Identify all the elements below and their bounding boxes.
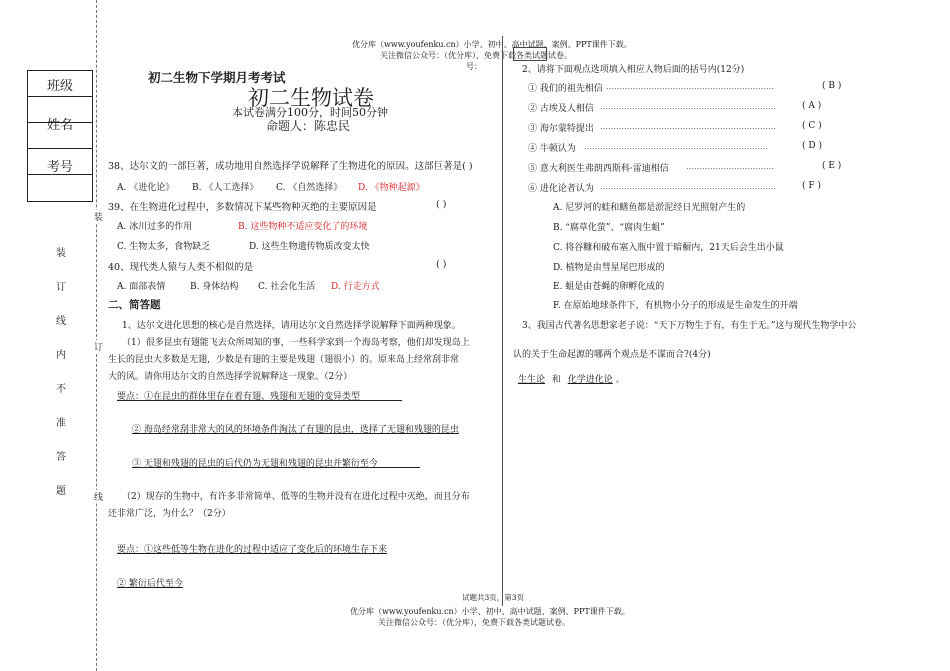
sq1-p1-line: 大的风。请你用达尔文的自然选择学说解释这一现象。（2分） <box>108 372 353 382</box>
header-hao: 号： <box>466 62 482 71</box>
q3-line-1: 3、我国古代著名思想家老子说：“天下万物生于有，有生于无。”这与现代生物学中公 <box>522 321 857 331</box>
side-char: 答 <box>56 452 66 463</box>
side-char: 内 <box>56 350 66 361</box>
match-dots: ……………………………………………………… <box>606 82 774 91</box>
exam-title: 初二生物试卷 <box>248 86 374 110</box>
match-answer[interactable]: ( E ) <box>822 161 842 171</box>
answer-underline <box>117 400 402 401</box>
number-box <box>513 47 547 61</box>
q38-option-d[interactable]: D. 《物种起源》 <box>358 183 425 193</box>
q38-option-c[interactable]: C. 《自然选择》 <box>276 183 343 193</box>
page-number: 试题共3页，第3页 <box>462 593 525 602</box>
sq1-p2-line: 还非常广泛，为什么？（2分） <box>108 509 231 519</box>
side-char: 题 <box>56 486 66 497</box>
q3-and: 和 <box>551 375 561 385</box>
match-answer[interactable]: ( C ) <box>802 121 822 131</box>
q40-option-d[interactable]: D. 行走方式 <box>331 282 380 292</box>
q3-end: 。 <box>615 375 625 385</box>
label-name: 姓名 <box>46 118 73 133</box>
q3-answer-2[interactable]: 化学进化论 <box>567 375 613 385</box>
answer-1-line: 要点：①在昆虫的群体里存在着有翅、残翅和无翅的变异类型 <box>117 392 361 402</box>
answer-1-line: ③ 无翅和残翅的昆虫的后代仍为无翅和残翅的昆虫并繁衍至今 <box>132 459 378 469</box>
sq1-p1-line: （1）很多昆虫有翅能飞去众所周知的事，一些科学家到一个海岛考察，他们却发现岛上 <box>122 338 470 348</box>
q38-option-b[interactable]: B. 《人工选择》 <box>192 183 259 193</box>
q38-option-a[interactable]: A. 《进化论》 <box>117 183 175 193</box>
answer-underline <box>132 467 420 468</box>
match-answer[interactable]: ( F ) <box>802 181 821 191</box>
match-dots: …………………………………………………………… <box>584 142 768 151</box>
author: 命题人：陈忠民 <box>266 119 351 133</box>
side-char: 装 <box>56 248 66 259</box>
match-option: E. 蛆是由苍蝇的卵孵化成的 <box>553 282 665 292</box>
match-answer[interactable]: ( D ) <box>802 141 822 151</box>
q38-stem: 38、达尔文的一部巨著，成功地用自然选择学说解释了生物进化的原因。这部巨著是( ) <box>108 161 473 172</box>
section-2-heading: 二、简答题 <box>108 299 161 311</box>
score-time: 本试卷满分100分，时间50分钟 <box>232 106 388 119</box>
q40-option-c[interactable]: C. 社会化生活 <box>258 282 316 292</box>
sq1-p1-line: 生长的昆虫大多数是无翅，少数是有翅的主要是残翅（翅很小）的。原来岛上经常刮非常 <box>108 355 460 365</box>
answer-1-line: ② 海岛经常刮非常大的风的环境条件淘汰了有翅的昆虫，选择了无翅和残翅的昆虫 <box>132 425 459 435</box>
match-dots: …………………………… <box>686 162 774 171</box>
q39-option-a[interactable]: A. 冰川过多的作用 <box>117 222 193 232</box>
answer-2-line: ② 繁衍后代至今 <box>117 579 183 589</box>
q40-option-b[interactable]: B. 身体结构 <box>190 282 239 292</box>
q39-paren[interactable]: ( ) <box>436 199 447 210</box>
q3-answer-1[interactable]: 生生论 <box>518 375 546 385</box>
exam-title-small: 初二生物下学期月考考试 <box>148 70 286 85</box>
match-label: ① 我们的祖先相信 <box>528 84 603 94</box>
q2-stem: 2、请将下面观点选项填入相应人物后面的括号内(12分) <box>522 65 745 75</box>
student-info-box <box>27 70 93 202</box>
footer-line-1: 优分库（www.youfenku.cn）小学、初中、高中试题、案例、PPT课件下载。 <box>350 607 630 616</box>
match-label: ⑥ 进化论者认为 <box>528 184 594 194</box>
q40-paren[interactable]: ( ) <box>436 259 447 270</box>
header-line-2: 关注微信公众号：（优分库），免费下载各类试题试卷。 <box>380 51 572 60</box>
q40-option-a[interactable]: A. 面部表情 <box>117 282 166 292</box>
label-number: 考号 <box>46 160 73 175</box>
q39-stem: 39、在生物进化过程中，多数情况下某些物种灭绝的主要原因是 <box>108 202 377 213</box>
binding-dashed-line <box>96 0 97 671</box>
match-option: F. 在原始地球条件下，有机物小分子的形成是生命发生的开端 <box>553 301 798 311</box>
label-class: 班级 <box>46 79 73 94</box>
sq1-p2-line: （2）现存的生物中，有许多非常简单、低等的生物并没有在进化过程中灭绝，而且分布 <box>122 492 470 502</box>
match-option: A. 尼罗河的蛙和鳝鱼都是淤泥经日光照射产生的 <box>553 203 746 213</box>
q39-option-d[interactable]: D. 这些生物遗传物质改变太快 <box>249 242 370 252</box>
match-label: ② 古埃及人相信 <box>528 104 594 114</box>
match-dots: ………………………………………………………… <box>600 102 776 111</box>
footer-line-2: 关注微信公众号：（优分库），免费下载各类试题试卷。 <box>378 618 570 627</box>
sq1-intro: 1、达尔文进化思想的核心是自然选择，请用达尔文自然选择学说解释下面两种现象。 <box>122 321 461 331</box>
match-dots: ………………………………………………………… <box>600 122 776 131</box>
margin-char: 订 <box>94 340 103 353</box>
match-option: C. 将谷糠和破布塞入瓶中置于暗橱内，21天后会生出小鼠 <box>553 243 784 253</box>
margin-char: 线 <box>94 490 103 503</box>
match-option: B. “腐草化萤”、“腐肉生蛆” <box>553 223 665 233</box>
match-label: ④ 牛顿认为 <box>528 144 576 154</box>
match-answer[interactable]: ( A ) <box>802 101 822 111</box>
side-char: 准 <box>56 418 66 429</box>
column-divider <box>502 36 503 606</box>
match-label: ③ 海尔蒙特提出 <box>528 124 594 134</box>
side-char: 线 <box>56 316 66 327</box>
match-dots: ………………………………………………………… <box>600 182 776 191</box>
match-option: D. 植物是由彗星尾巴形成的 <box>553 263 665 273</box>
margin-char: 装 <box>94 210 103 223</box>
q39-option-c[interactable]: C. 生物太多，食物缺乏 <box>117 242 211 252</box>
match-answer[interactable]: ( B ) <box>822 81 842 91</box>
q40-stem: 40、现代类人猿与人类不相似的是 <box>108 262 254 273</box>
header-line-1: 优分库（www.youfenku.cn）小学、初中、高中试题、案例、PPT课件下载。 <box>352 40 632 49</box>
q3-line-2: 认的关于生命起源的哪两个观点是不谋而合?(4分) <box>513 350 711 360</box>
q39-option-b[interactable]: B. 这些物种不适应变化了的环境 <box>238 222 368 232</box>
answer-2-line: 要点：①这些低等生物在进化的过程中适应了变化后的环境生存下来 <box>117 545 388 555</box>
match-label: ⑤ 意大利医生弗朗西斯科·雷迪相信 <box>528 164 669 174</box>
side-char: 订 <box>56 282 66 293</box>
side-char: 不 <box>56 384 66 395</box>
